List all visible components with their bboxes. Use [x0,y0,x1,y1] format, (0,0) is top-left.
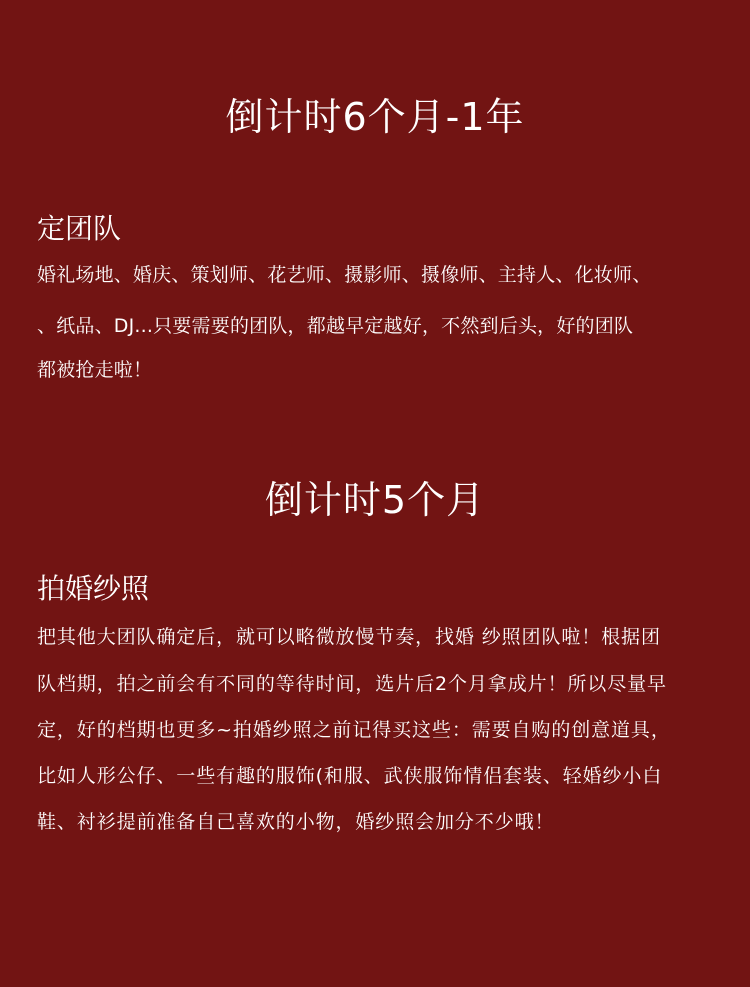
item-heading-wedding-photos: 拍婚纱照 [37,572,150,605]
paragraph-line: 、纸品、DJ...只要需要的团队，都越早定越好，不然到后头，好的团队 [37,315,634,337]
paragraph-line: 队档期，拍之前会有不同的等待时间，选片后2个月拿成片！所以尽量早 [37,673,667,695]
paragraph-line: 定，好的档期也更多~拍婚纱照之前记得买这些：需要自购的创意道具， [37,719,671,741]
item-heading-team: 定团队 [37,212,122,245]
paragraph-line: 比如人形公仔、一些有趣的服饰(和服、武侠服饰情侣套装、轻婚纱小白 [37,765,663,787]
paragraph-line: 鞋、衬衫提前准备自己喜欢的小物，婚纱照会加分不少哦！ [37,811,555,833]
section-title-5-months: 倒计时5个月 [264,478,486,522]
paragraph-line: 婚礼场地、婚庆、策划师、花艺师、摄影师、摄像师、主持人、化妆师、 [37,264,652,286]
section-title-6-months-1-year: 倒计时6个月-1年 [225,95,525,139]
paragraph-line: 都被抢走啦！ [37,359,153,381]
paragraph-line: 把其他大团队确定后，就可以略微放慢节奏，找婚 纱照团队啦！根据团 [37,626,661,648]
